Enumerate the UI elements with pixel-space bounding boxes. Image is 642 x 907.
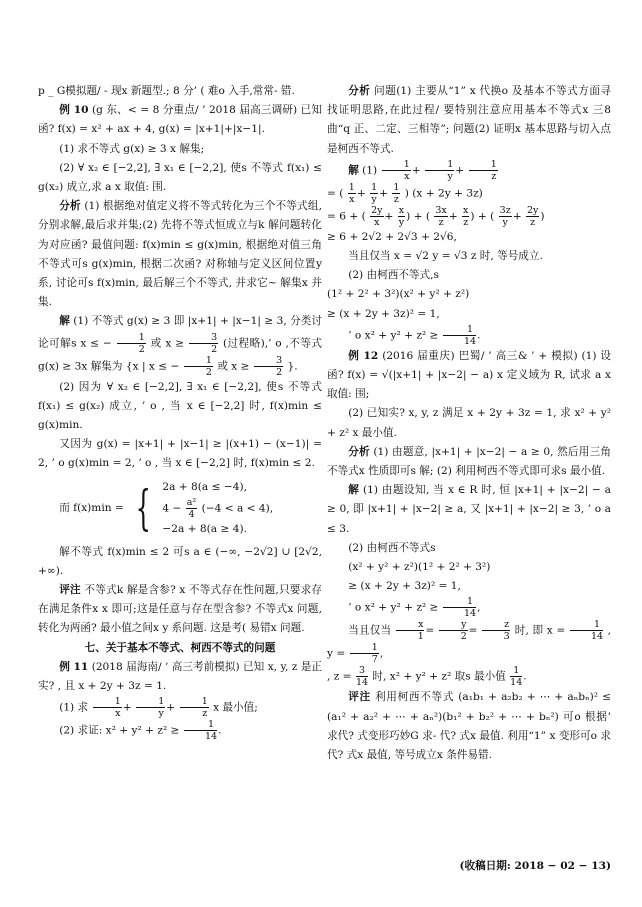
solution-11-line-3: = 6 + ( $\frac{2y}{x}$ + $\frac{x}{y}$ ) + ( $\frac{3x}{z}$ + $\frac{x}{z}$ ) + ( $\frac{3z}{y}$ + $\frac{2y}{z}$ ) <box>327 204 545 228</box>
solution-11-line-7: (1² + 2² + 3²)(x² + y² + z²) <box>327 288 470 301</box>
solution-11-line-9: ’ o x² + y² + z² ≥ $\frac{1}{14}$ . <box>348 323 481 347</box>
fraction-three-half: $\frac{3}{2}$ <box>189 332 218 355</box>
solution-part-2: (2) 因为 ∀ x₂ ∈ [−2,2], ∃ x₁ ∈ [−2,2], 使s 不等式 f(x₁) ≤ g(x₂) 成立, ’ o , 当 x ∈ [−2,2] 时, f(x)min ≤ g(x)min. <box>38 380 322 432</box>
solution-part-1 <box>38 312 322 377</box>
solution-1-or-2: 或 x ≥ <box>217 360 250 373</box>
right-column <box>327 82 611 765</box>
analysis-12: 分析 (1) 由题意, |x+1| + |x−2| − a ≥ 0, 然后用三角不等式x 性质即可s 解; (2) 利用柯西不等式即可求s 最小值. <box>327 445 611 478</box>
example-11-q1: (1) 求 $\frac{1}{x}$ + $\frac{1}{y}$ + $\frac{1}{z}$ x 最小值; <box>59 696 258 720</box>
case-2: 4 − $\frac{\text{a²}}{4}$ (−4 < a < 4), <box>162 496 274 520</box>
example-11-source: (2018 届海南/ ’ 高三考前模拟) 已知 x, y, z 是正实? , 且 x + 2y + 3z = 1. <box>38 660 322 693</box>
solution-11-line-2: = ( $\frac{1}{x}$ + $\frac{1}{y}$ + $\frac{1}{z}$ ) (x + 2y + 3z) <box>327 181 483 205</box>
example-10-title: 例 10 <box>59 104 89 117</box>
comment-paragraph <box>38 581 322 639</box>
fraction-one-half-2: $\frac{1}{2}$ <box>184 355 213 378</box>
solution-12-f: 当且仅当 $\frac{x}{1}$ = $\frac{y}{2}$ = $\frac{z}{3}$ 时, 即 x = $\frac{1}{14}$ , y = $\frac{1}{7}$ , <box>327 619 612 666</box>
analysis-label: 分析 <box>59 200 81 213</box>
solution-11-line-8: ≥ (x + 2y + 3z)² = 1, <box>327 307 440 320</box>
left-brace: { <box>135 480 151 537</box>
intro-text: p _ G模拟题/ - 现x 新题型.; 8 分’ ( 难o 入手,常常- 错. <box>38 85 295 97</box>
case-1: 2a + 8(a ≤ −4), <box>162 480 247 493</box>
solution-1-or: 或 x ≥ <box>150 337 185 350</box>
example-12-source: (2016 届重庆) 巴蜀/ ’ 高三& ’ + 模拟) (1) 设函? f(x) = √(|x+1| + |x−2| − a) x 定义域为 R, 试求 a x 取值: 围; <box>327 349 611 401</box>
piecewise-cases <box>162 478 273 539</box>
fraction-one-half: $\frac{1}{2}$ <box>117 332 146 355</box>
received-date: (收稿日期: 2018 − 02 − 13) <box>459 860 611 872</box>
fmin-label: 而 f(x)min = <box>59 501 124 514</box>
solution-label: 解 <box>59 315 70 328</box>
example-11-title: 例 11 <box>59 660 89 673</box>
solution-12-g: , z = $\frac{3}{14}$ 时, x² + y² + z² 取s 最小值 $\frac{1}{14}$ . <box>327 665 527 689</box>
analysis-paragraph <box>38 197 322 312</box>
solution-11-line-5: 当且仅当 x = √2 y = √3 z 时, 等号成立. <box>348 250 543 263</box>
analysis-2-label: 分析 <box>348 85 371 97</box>
example-10-q2: (2) ∀ x₂ ∈ [−2,2], ∃ x₁ ∈ [−2,2], 使s 不等式 f(x₁) ≤ g(x₂) 成立,求 a x 取值: 围. <box>38 161 322 194</box>
piecewise-fmin <box>59 478 322 539</box>
left-column <box>38 82 322 742</box>
solution-11-line-4: ≥ 6 + 2√2 + 2√3 + 2√6, <box>327 230 457 243</box>
example-11-q2: (2) 求证: x² + y² + z² ≥ $\frac{1}{14}$ . <box>59 719 222 743</box>
solution-1-cont: (过程略),’ o ,不等式 g(x) ≥ 3x 解集为 {x | x ≤ − <box>38 337 322 373</box>
solution-12-d: ≥ (x + 2y + 3z)² = 1, <box>348 580 461 593</box>
example-11 <box>38 658 322 696</box>
example-12-q2: (2) 已知实? x, y, z 满足 x + 2y + 3z = 1, 求 x² + y² + z² x 最小值. <box>327 407 611 439</box>
case-3: −2a + 8(a ≥ 4). <box>162 522 247 535</box>
analysis-text: (1) 根据绝对值定义将不等式转化为三个不等式组,分别求解,最后求并集;(2) 先将不等式恒成立与k 解问题转化为对应函? 最值问题: f(x)min ≤ g(x)min, 根据绝对值三角不等式可s g(x)min, 根据二次函? 对称轴与定义区间位置y 系, 讨论可s f(x)min, 最后解三个不等式, 并求它~ 解集x 并集. <box>38 200 322 309</box>
example-12 <box>327 347 611 405</box>
analysis-2-text: 问题(1) 主要从“1” x 代换o 及基本不等式方面寻找证明思路,在此过程/ 要特别注意应用基本不等式x 三8 曲“q 正、二定、三相等”; 问题(2) 证明x 基本思路与切入点是柯西不等式. <box>327 85 612 155</box>
analysis-2-paragraph <box>327 82 611 159</box>
comment-text: 不等式k 解是含参? x 不等式存在性问题,只要求存在满足条件x x 即可;这是任意与存在型含参? 不等式x 问题,转化为两函? 最小值之间x y 系问题. 这是考( 易错x 问题. <box>38 584 323 635</box>
solution-1-end: }. <box>287 360 298 373</box>
solution-12: 解 (1) 由题设知, 当 x ∈ R 时, 恒 |x+1| + |x−2| − a ≥ 0, 即 |x+1| + |x−2| ≥ a, 又 |x+1| + |x−2| ≥ 3, ’ o a ≤ 3. <box>327 484 611 535</box>
example-10-q1: (1) 求不等式 g(x) ≥ 3 x 解集; <box>59 142 205 155</box>
solution-part-4: 解不等式 f(x)min ≤ 2 可s a ∈ (−∞, −2√2] ∪ [2√2, +∞). <box>38 545 322 577</box>
section-7-heading: 七、关于基本不等式、柯西不等式的问题 <box>84 641 276 654</box>
solution-12-e: ’ o x² + y² + z² ≥ $\frac{1}{14}$ , <box>348 596 481 620</box>
fraction-three-half-2: $\frac{3}{2}$ <box>254 355 283 378</box>
solution-1-text: (1) 不等式 g(x) ≥ 3 即 |x+1| + |x−1| ≥ 3, 分类讨论可解s x ≤ − <box>38 315 322 350</box>
example-10 <box>38 101 322 139</box>
example-12-title: 例 12 <box>348 349 379 362</box>
solution-12-c: (x² + y² + z²)(1² + 2² + 3²) <box>348 561 491 574</box>
solution-12-b: (2) 由柯西不等式s <box>348 541 436 554</box>
solution-part-3: 又因为 g(x) = |x+1| + |x−1| ≥ |(x+1) − (x−1)| = 2, ’ o g(x)min = 2, ’ o , 当 x ∈ [−2,2] 时, f(x)min ≤ 2. <box>38 438 322 470</box>
comment-label: 评注 <box>59 584 81 597</box>
fraction-a2-over-4: $\frac{\text{a²}}{4}$ <box>186 496 197 520</box>
solution-11-line-1: 解 (1) $\frac{1}{x}$ + $\frac{1}{y}$ + $\frac{1}{z}$ <box>348 158 497 182</box>
comment-12: 评注 利用柯西不等式 (a₁b₁ + a₂b₂ + ⋯ + aₙbₙ)² ≤ (a₁² + a₂² + ⋯ + aₙ²)(b₁² + b₂² + ⋯ + bₙ²) 可o 根据’ 求代? 式变形巧妙G 求- 代? 式x 最值. 利用“1” x 变形可o 求代? 式x 最值, 等号成立x 条件易错. <box>327 691 612 762</box>
solution-11-line-6: (2) 由柯西不等式,s <box>348 269 439 282</box>
example-10-source: (g 东、< = 8 分重点/ ’ 2018 届高三调研) 已知函? f(x) = x² + ax + 4, g(x) = |x+1|+|x−1|. <box>38 104 322 136</box>
